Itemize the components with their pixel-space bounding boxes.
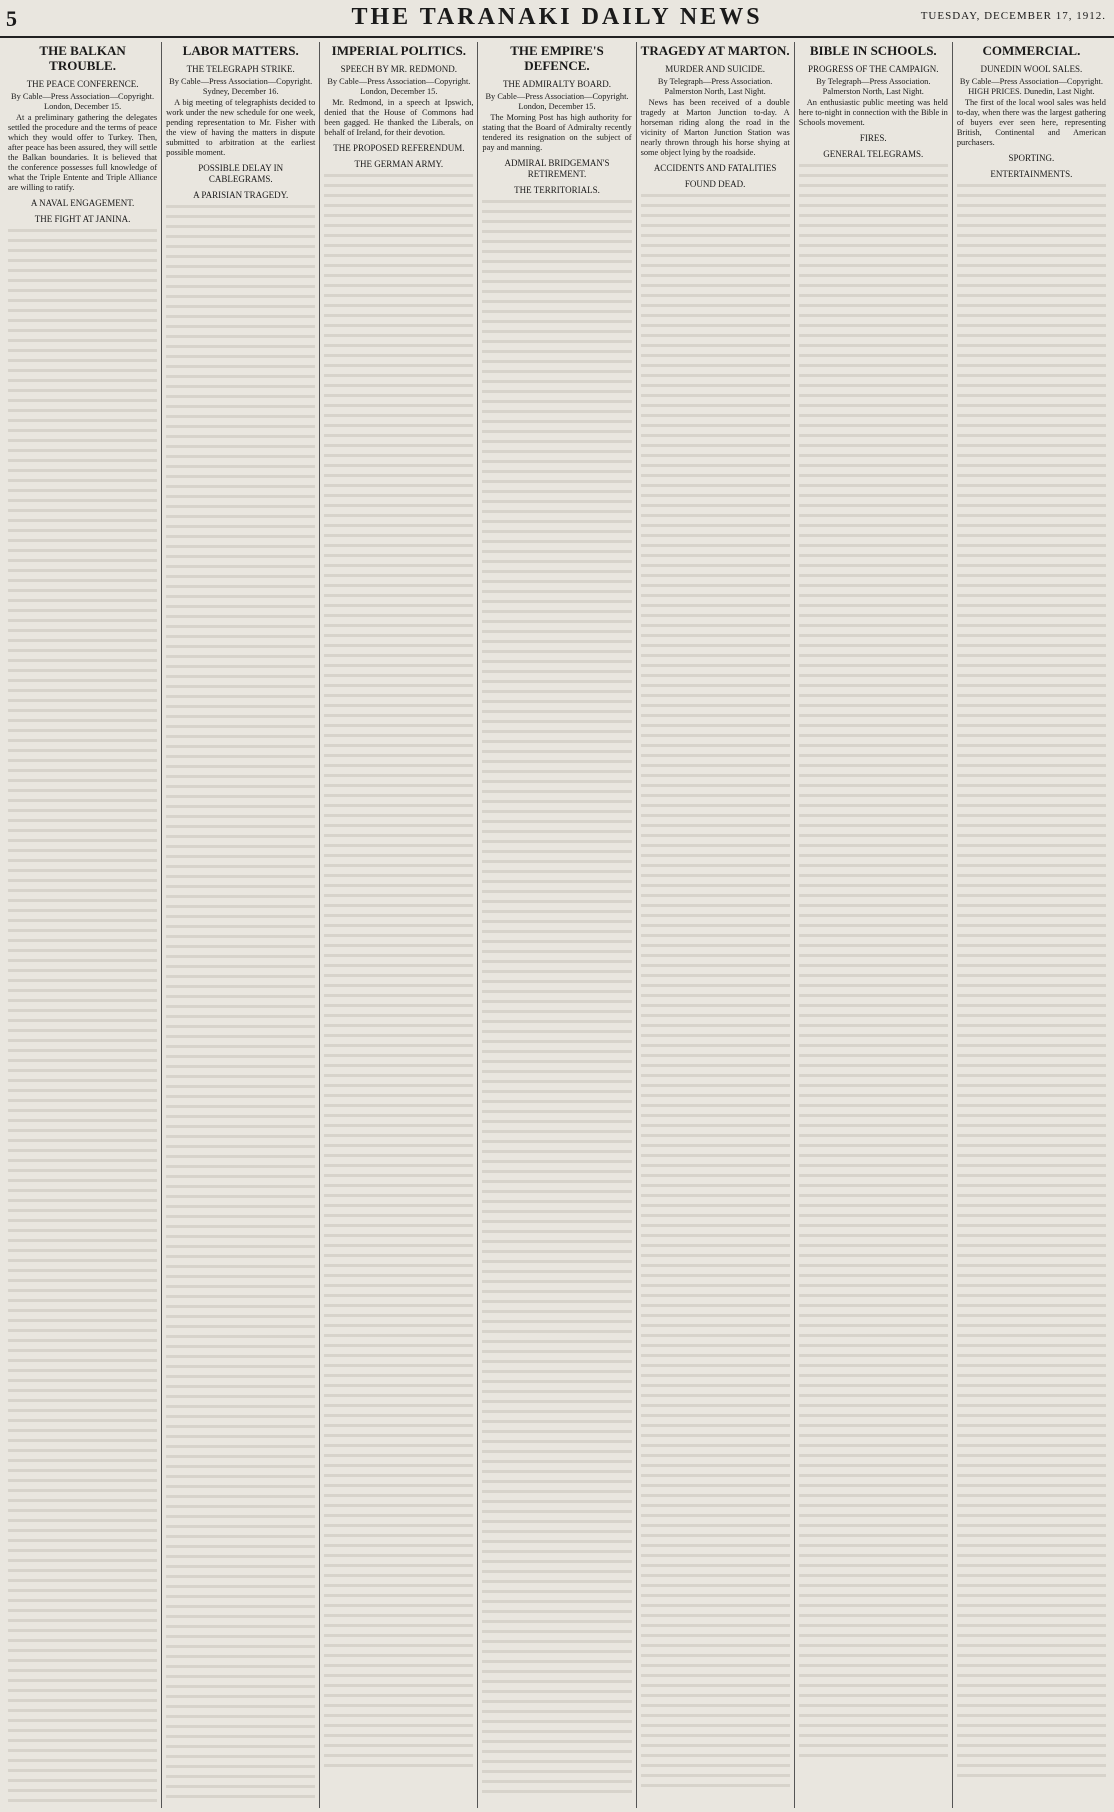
subheading: FIRES. (859, 133, 887, 144)
subheading: THE PEACE CONFERENCE. (26, 78, 139, 89)
article-text: A big meeting of telegraphists decided to work under the new schedule for one week, pending representation to Mr. Fisher with the view of having the matters in dispute submitted to arbitration at the earliest possible moment. (166, 97, 316, 158)
article-text: The Morning Post has high authority for stating that the Board of Admiralty recently tendered its resignation on the subject of pay and manning. (482, 112, 632, 153)
subheading: SPEECH BY MR. REDMOND. (340, 63, 458, 74)
subheading: ACCIDENTS AND FATALITIES (653, 163, 777, 174)
continuation-text (482, 200, 631, 1800)
article-text: News has been received of a double tragedy at Marton Junction to-day. A horseman riding along the road in the vicinity of Marton Junction Station was nearly thrown through his horse shying at some object lying by the roadside. (640, 97, 790, 158)
columns (4, 42, 1110, 1808)
issue-date: TUESDAY, DECEMBER 17, 1912. (920, 10, 1106, 22)
article-text: The first of the local wool sales was held to-day, when there was the largest gathering of buyers ever seen here, representing British, Continental and American purchasers. (956, 97, 1106, 148)
subheading: GENERAL TELEGRAMS. (823, 148, 924, 159)
dateline: By Cable—Press Association—Copyright. Sydney, December 16. (169, 76, 313, 96)
dateline: By Telegraph—Press Association. Palmerston North, Last Night. (657, 76, 773, 96)
continuation-text (957, 184, 1106, 1784)
subheading: ENTERTAINMENTS. (990, 169, 1073, 180)
column-bible (795, 42, 953, 1808)
subheading: FOUND DEAD. (684, 179, 746, 190)
subheading: THE FIGHT AT JANINA. (34, 214, 131, 225)
headline: TRAGEDY AT MARTON. (640, 43, 790, 58)
headline: THE BALKAN TROUBLE. (39, 43, 126, 73)
column-empire (478, 42, 636, 1808)
continuation-text (641, 194, 790, 1794)
subheading: THE ADMIRALTY BOARD. (502, 78, 612, 89)
subheading: PROGRESS OF THE CAMPAIGN. (808, 63, 939, 74)
subheading: DUNEDIN WOOL SALES. (980, 63, 1083, 74)
page-number: 5 (6, 6, 17, 31)
column-marton (637, 42, 795, 1808)
headline: IMPERIAL POLITICS. (331, 43, 467, 58)
subheading: THE PROPOSED REFERENDUM. (333, 143, 465, 154)
headline: LABOR MATTERS. (182, 43, 299, 58)
headline: THE EMPIRE'S DEFENCE. (510, 43, 604, 73)
masthead (0, 0, 1114, 38)
subheading: MURDER AND SUICIDE. (665, 63, 766, 74)
continuation-text (8, 229, 157, 1808)
article-text: Mr. Redmond, in a speech at Ipswich, denied that the House of Commons had been gagged. He thanked the Liberals, on behalf of Ireland, for their devotion. (324, 97, 474, 138)
subheading: THE TERRITORIALS. (514, 184, 600, 195)
subheading: ADMIRAL BRIDGEMAN'S RETIREMENT. (504, 158, 610, 179)
dateline: By Cable—Press Association—Copyright. London, December 15. (327, 76, 471, 96)
continuation-text (324, 174, 473, 1774)
column-imperial (320, 42, 478, 1808)
subheading: A PARISIAN TRAGEDY. (193, 189, 289, 200)
article-text: At a preliminary gathering the delegates settled the procedure and the terms of peace which they would offer to Turkey. Then, after peace has been assured, they will settle the Balkan boundaries. It is believed that the conference possesses full knowledge of what the Triple Entente and Triple Alliance are willing to ratify. (8, 112, 158, 193)
paper-title: THE TARANAKI DAILY NEWS (351, 4, 763, 30)
column-labor (162, 42, 320, 1808)
headline: BIBLE IN SCHOOLS. (809, 43, 937, 58)
continuation-text (799, 164, 948, 1764)
dateline: By Cable—Press Association—Copyright. HIGH PRICES. Dunedin, Last Night. (959, 76, 1103, 96)
subheading: THE TELEGRAPH STRIKE. (186, 63, 295, 74)
column-balkan (4, 42, 162, 1808)
headline: COMMERCIAL. (982, 43, 1081, 58)
column-commercial (953, 42, 1110, 1808)
subheading: SPORTING. (1008, 153, 1055, 164)
dateline: By Cable—Press Association—Copyright. London, December 15. (485, 91, 629, 111)
continuation-text (166, 205, 315, 1805)
subheading: THE GERMAN ARMY. (354, 159, 444, 169)
subheading: POSSIBLE DELAY IN CABLEGRAMS. (198, 163, 284, 185)
article-text: An enthusiastic public meeting was held here to-night in connection with the Bible in Schools movement. (798, 97, 948, 128)
dateline: By Telegraph—Press Association. Palmerston North, Last Night. (816, 76, 931, 96)
subheading: A NAVAL ENGAGEMENT. (30, 198, 135, 209)
dateline: By Cable—Press Association—Copyright. London, December 15. (11, 91, 155, 111)
